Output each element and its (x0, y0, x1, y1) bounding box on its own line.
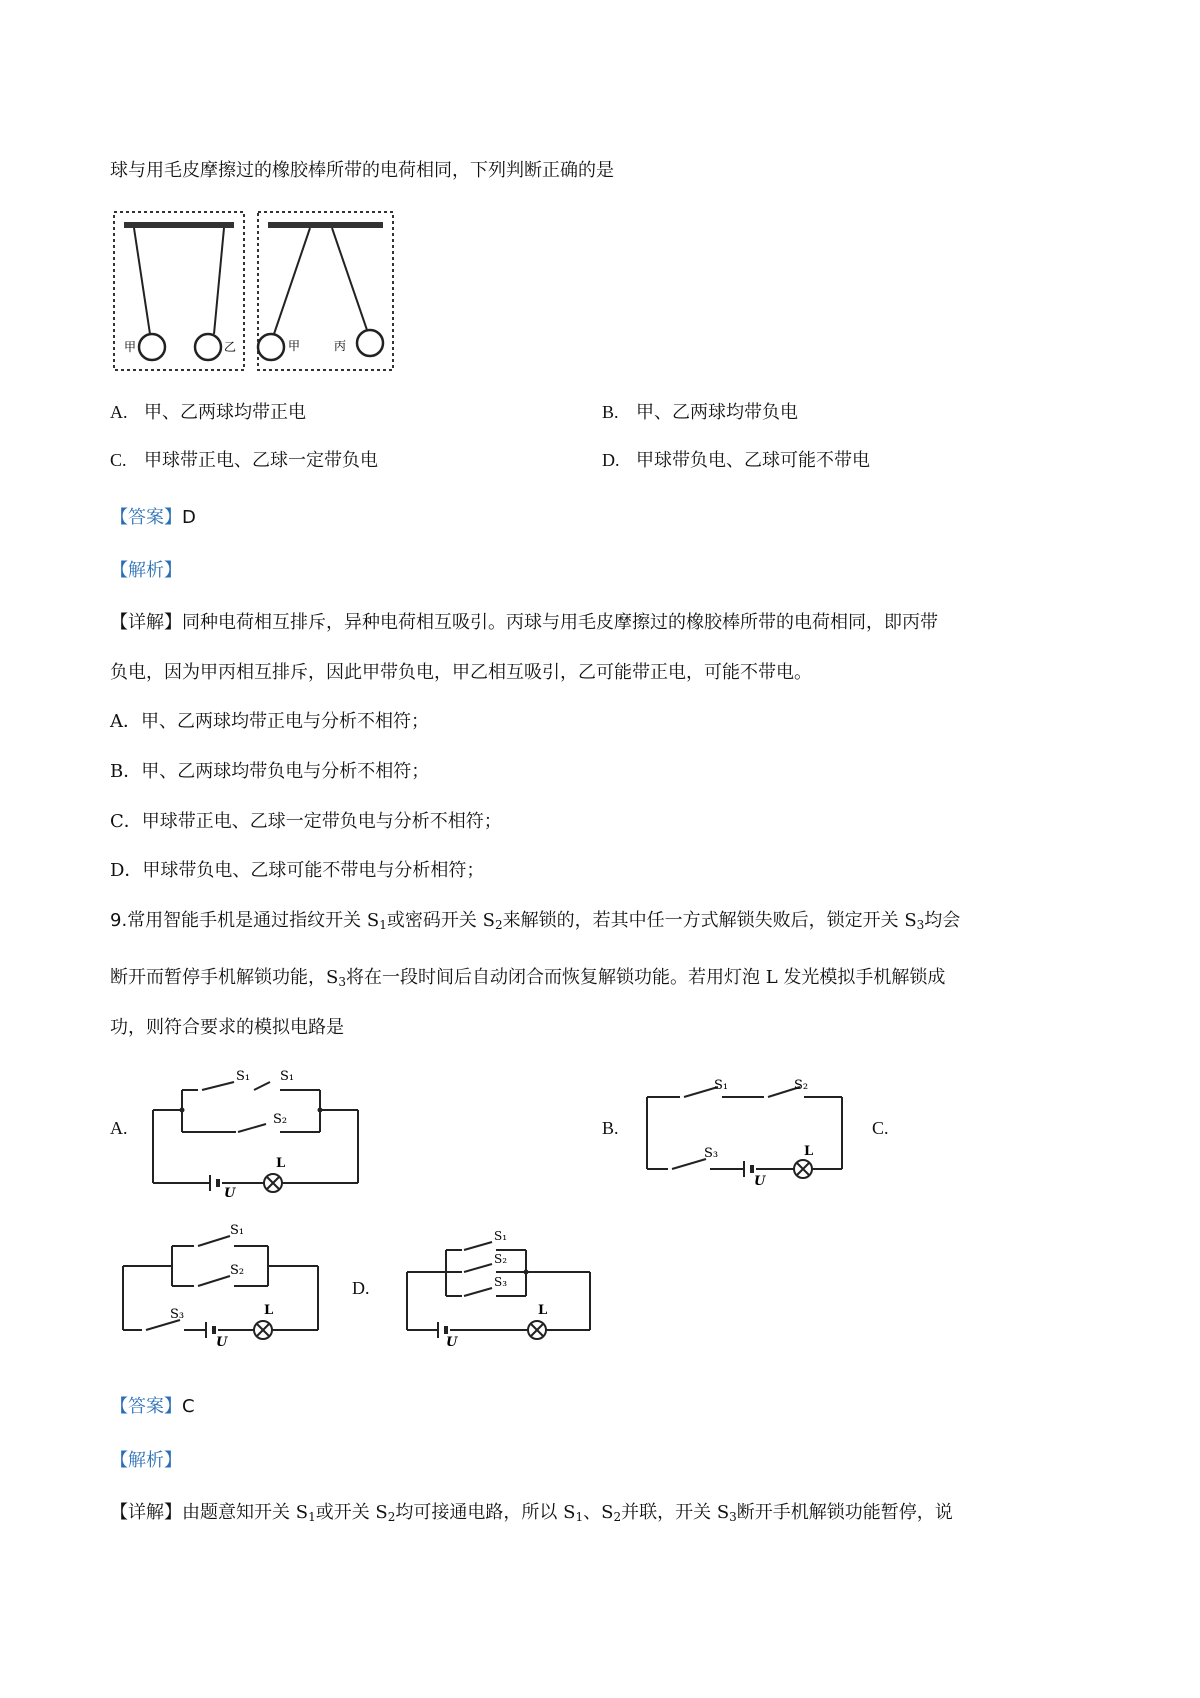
q8-answer (110, 503, 196, 529)
circuit-a-s2: S₂ (273, 1112, 288, 1127)
q8-stem: 球与用毛皮摩擦过的橡胶棒所带的电荷相同，下列判断正确的是 (110, 160, 614, 181)
circuit-b-s2: S₂ (794, 1078, 809, 1093)
circuit-a-lamp: L (276, 1156, 286, 1171)
circuit-a-s1: S₁ (236, 1069, 251, 1084)
q9-stem-line1: 9.常用智能手机是通过指纹开关 $S_1$或密码开关 $S_2$来解锁的，若其中任一方式解锁失败后，锁定开关 $S_3$均会 (110, 910, 961, 932)
circuit-c-s3: S₃ (170, 1307, 185, 1322)
circuit-c-s2: S₂ (230, 1263, 245, 1278)
answer-label: 【答案】 (110, 507, 182, 528)
detail-label: 【详解】 (110, 612, 182, 633)
q8-check-a: A．甲、乙两球均带正电与分析不相符； (110, 711, 429, 732)
circuit-c-source: U (216, 1335, 228, 1350)
circuit-d-lamp: L (538, 1303, 548, 1318)
q9-detail-line1: 【详解】由题意知开关 $S_1$或开关 $S_2$均可接通电路，所以 $S_1$、$S_2$并联，开关 $S_3$断开手机解锁功能暂停，说 (110, 1502, 953, 1524)
detail-label: 【详解】 (110, 1502, 182, 1523)
q8-option-c[interactable]: C. 甲球带正电、乙球一定带负电 (110, 450, 378, 471)
q9-answer (110, 1392, 195, 1418)
q9-option-d-key[interactable]: D. (352, 1278, 370, 1298)
q9-analysis-label: 【解析】 (110, 1450, 182, 1471)
circuit-b-s1: S₁ (714, 1078, 729, 1093)
circuit-b-s3: S₃ (704, 1146, 719, 1161)
q8-detail-line1: 【详解】同种电荷相互排斥，异种电荷相互吸引。丙球与用毛皮摩擦过的橡胶棒所带的电荷相同，即丙带 (110, 612, 938, 633)
q9-option-b-key[interactable]: B. (602, 1118, 619, 1138)
q8-option-b[interactable]: B. 甲、乙两球均带负电 (602, 402, 798, 423)
answer-value: D (182, 507, 196, 528)
q8-check-d: D．甲球带负电、乙球可能不带电与分析相符； (110, 860, 485, 881)
answer-label: 【答案】 (110, 1396, 182, 1417)
ball-jia-label-2: 甲 (288, 339, 301, 353)
circuit-b-source: U (754, 1174, 766, 1189)
circuit-a (148, 1055, 368, 1201)
q8-pendulum-figure (112, 210, 402, 375)
circuit-d-source: U (446, 1335, 458, 1350)
q8-detail-line2: 负电，因为甲丙相互排斥，因此甲带负电，甲乙相互吸引，乙可能带正电，可能不带电。 (110, 662, 812, 683)
circuit-a-source: U (224, 1186, 236, 1201)
answer-value: C (182, 1396, 195, 1417)
q8-check-b: B．甲、乙两球均带负电与分析不相符； (110, 761, 430, 782)
q9-stem-line2: 断开而暂停手机解锁功能，$S_3$将在一段时间后自动闭合而恢复解锁功能。若用灯泡 L 发光模拟手机解锁成 (110, 967, 946, 989)
circuit-c-lamp: L (264, 1303, 274, 1318)
circuit-c (118, 1210, 328, 1350)
circuit-b (642, 1075, 862, 1189)
q8-check-c: C．甲球带正电、乙球一定带负电与分析不相符； (110, 811, 502, 832)
q8-option-d[interactable]: D. 甲球带负电、乙球可能不带电 (602, 450, 870, 471)
q9-option-c-key[interactable]: C. (872, 1118, 889, 1138)
q8-option-a[interactable]: A. 甲、乙两球均带正电 (110, 402, 306, 423)
ball-jia-label-1: 甲 (124, 340, 137, 354)
circuit-b-lamp: L (804, 1144, 814, 1159)
circuit-c-s1: S₁ (230, 1223, 245, 1238)
q9-stem-line3: 功，则符合要求的模拟电路是 (110, 1017, 344, 1038)
circuit-d-s3: S₃ (494, 1275, 508, 1289)
circuit-a-s1b: S₁ (280, 1069, 295, 1084)
q8-analysis-label: 【解析】 (110, 560, 182, 581)
circuit-d (402, 1220, 602, 1350)
circuit-d-s1: S₁ (494, 1229, 508, 1243)
circuit-d-s2: S₂ (494, 1252, 508, 1266)
ball-yi-label: 乙 (224, 340, 237, 354)
q9-option-a-key[interactable]: A. (110, 1118, 128, 1138)
ball-bing-label: 丙 (334, 339, 347, 353)
